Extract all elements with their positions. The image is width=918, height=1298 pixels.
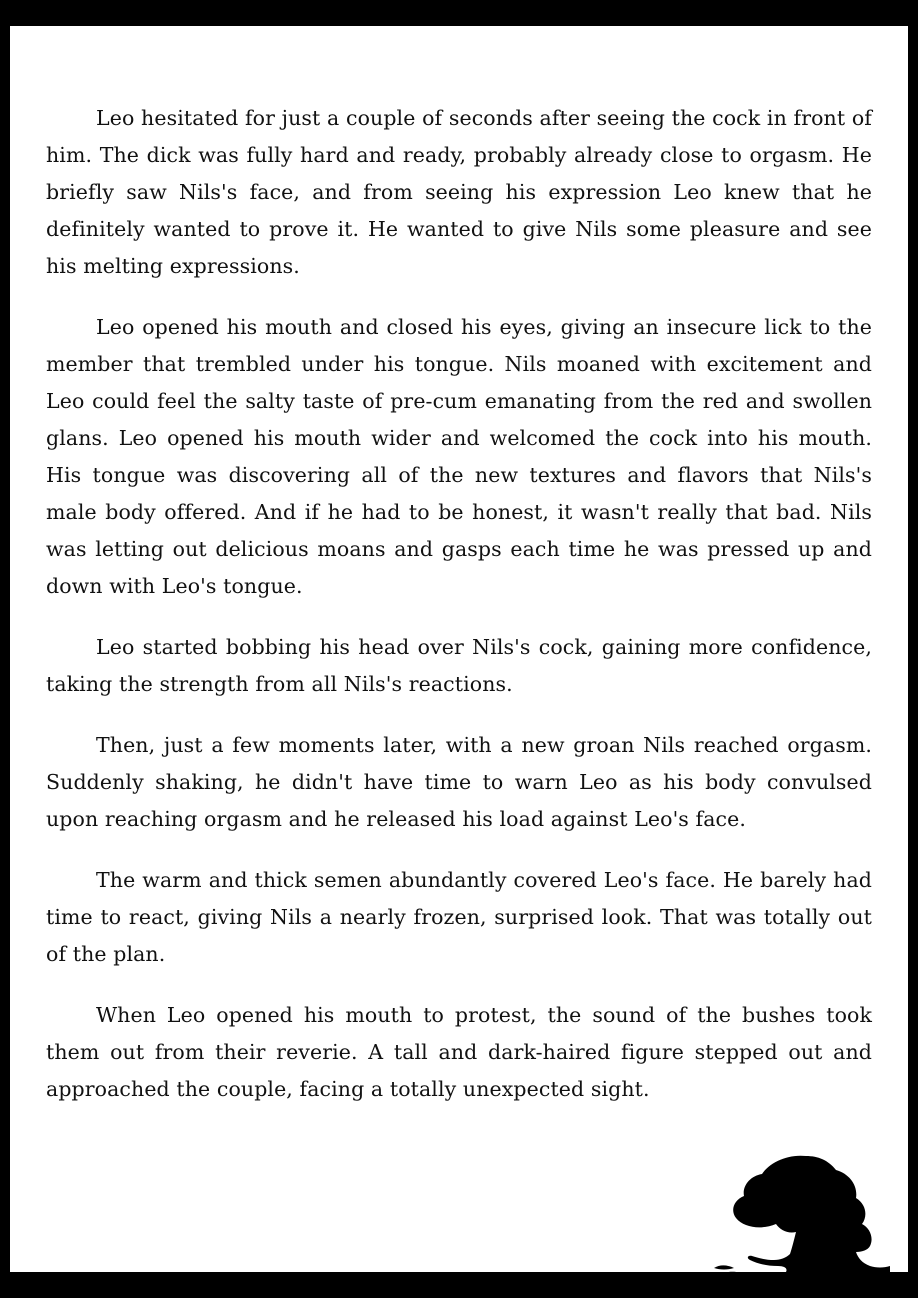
paragraph: Then, just a few moments later, with a new groan Nils reached orgasm. Suddenly shaking, he didn't have time to warn Leo as his body convulsed upon reaching orgasm and he released his load against Leo's face.	[46, 733, 872, 831]
paragraph: The warm and thick semen abundantly covered Leo's face. He barely had time to react, giving Nils a nearly frozen, surprised look. That was totally out of the plan.	[46, 868, 872, 966]
paragraph: When Leo opened his mouth to protest, the sound of the bushes took them out from their reverie. A tall and dark-haired figure stepped out and approached the couple, facing a totally unexpected sight.	[46, 1003, 872, 1101]
paragraph: Leo started bobbing his head over Nils's cock, gaining more confidence, taking the strength from all Nils's reactions.	[46, 635, 872, 696]
paragraph: Leo hesitated for just a couple of seconds after seeing the cock in front of him. The dick was fully hard and ready, probably already close to orgasm. He briefly saw Nils's face, and from seeing his expression Leo knew that he definitely wanted to prove it. He wanted to give Nils some pleasure and see his melting expressions.	[46, 106, 872, 278]
page-sheet	[10, 26, 908, 1272]
paragraph: Leo opened his mouth and closed his eyes, giving an insecure lick to the member that trembled under his tongue. Nils moaned with excitement and Leo could feel the salty taste of pre-cum emanating from the red and swollen glans. Leo opened his mouth wider and welcomed the cock into his mouth. His tongue was discovering all of the new textures and flavors that Nils's male body offered. And if he had to be honest, it wasn't really that bad. Nils was letting out delicious moans and gasps each time he was pressed up and down with Leo's tongue.	[46, 315, 872, 598]
tree-silhouette-icon	[710, 1148, 890, 1272]
body-text-column	[46, 100, 872, 1108]
